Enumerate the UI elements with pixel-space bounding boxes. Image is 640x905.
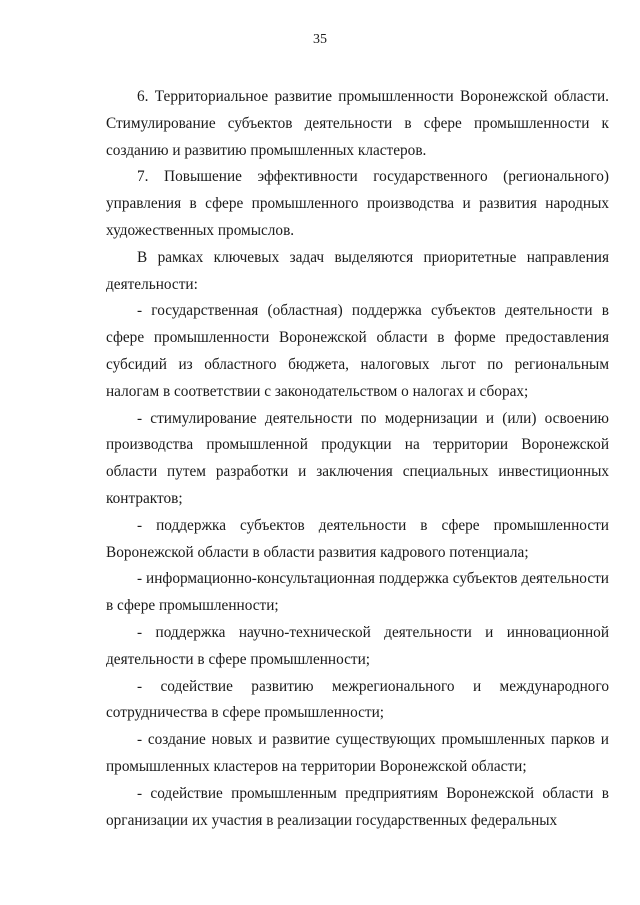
paragraph-item-6: 6. Территориальное развитие промышленности Воронежской области. Стимулирование субъектов деятельности в сфере промышленности к созданию и развитию промышленных кластеров.	[106, 88, 609, 159]
list-item-cooperation: - содействие развитию межрегионального и международного сотрудничества в сфере промышленности;	[106, 677, 609, 722]
list-item-personnel-support: - поддержка субъектов деятельности в сфере промышленности Воронежской области в области развития кадрового потенциала;	[106, 516, 609, 561]
list-item-state-support: - государственная (областная) поддержка субъектов деятельности в сфере промышленности Воронежской области в форме предоставления субсидий из областного бюджета, налоговых льгот по региональным налогам в соответствии с законодательством о налогах и сборах;	[106, 302, 609, 400]
paragraph-priorities-intro: В рамках ключевых задач выделяются приоритетные направления деятельности:	[106, 248, 609, 293]
page-number: 35	[313, 32, 327, 47]
list-item-innovation-support: - поддержка научно-технической деятельности и инновационной деятельности в сфере промышленности;	[106, 623, 609, 668]
list-item-information-support: - информационно-консультационная поддержка субъектов деятельности в сфере промышленности;	[106, 570, 609, 615]
paragraph-item-7: 7. Повышение эффективности государственного (регионального) управления в сфере промышленного производства и развития народных художественных промыслов.	[106, 168, 609, 239]
document-body	[106, 84, 609, 834]
list-item-modernization: - стимулирование деятельности по модернизации и (или) освоению производства промышленной продукции на территории Воронежской области путем разработки и заключения специальных инвестиционных контрактов;	[106, 409, 609, 507]
list-item-enterprise-assistance: - содействие промышленным предприятиям Воронежской области в организации их участия в реализации государственных федеральных	[106, 784, 609, 829]
list-item-industrial-parks: - создание новых и развитие существующих промышленных парков и промышленных кластеров на территории Воронежской области;	[106, 731, 609, 775]
